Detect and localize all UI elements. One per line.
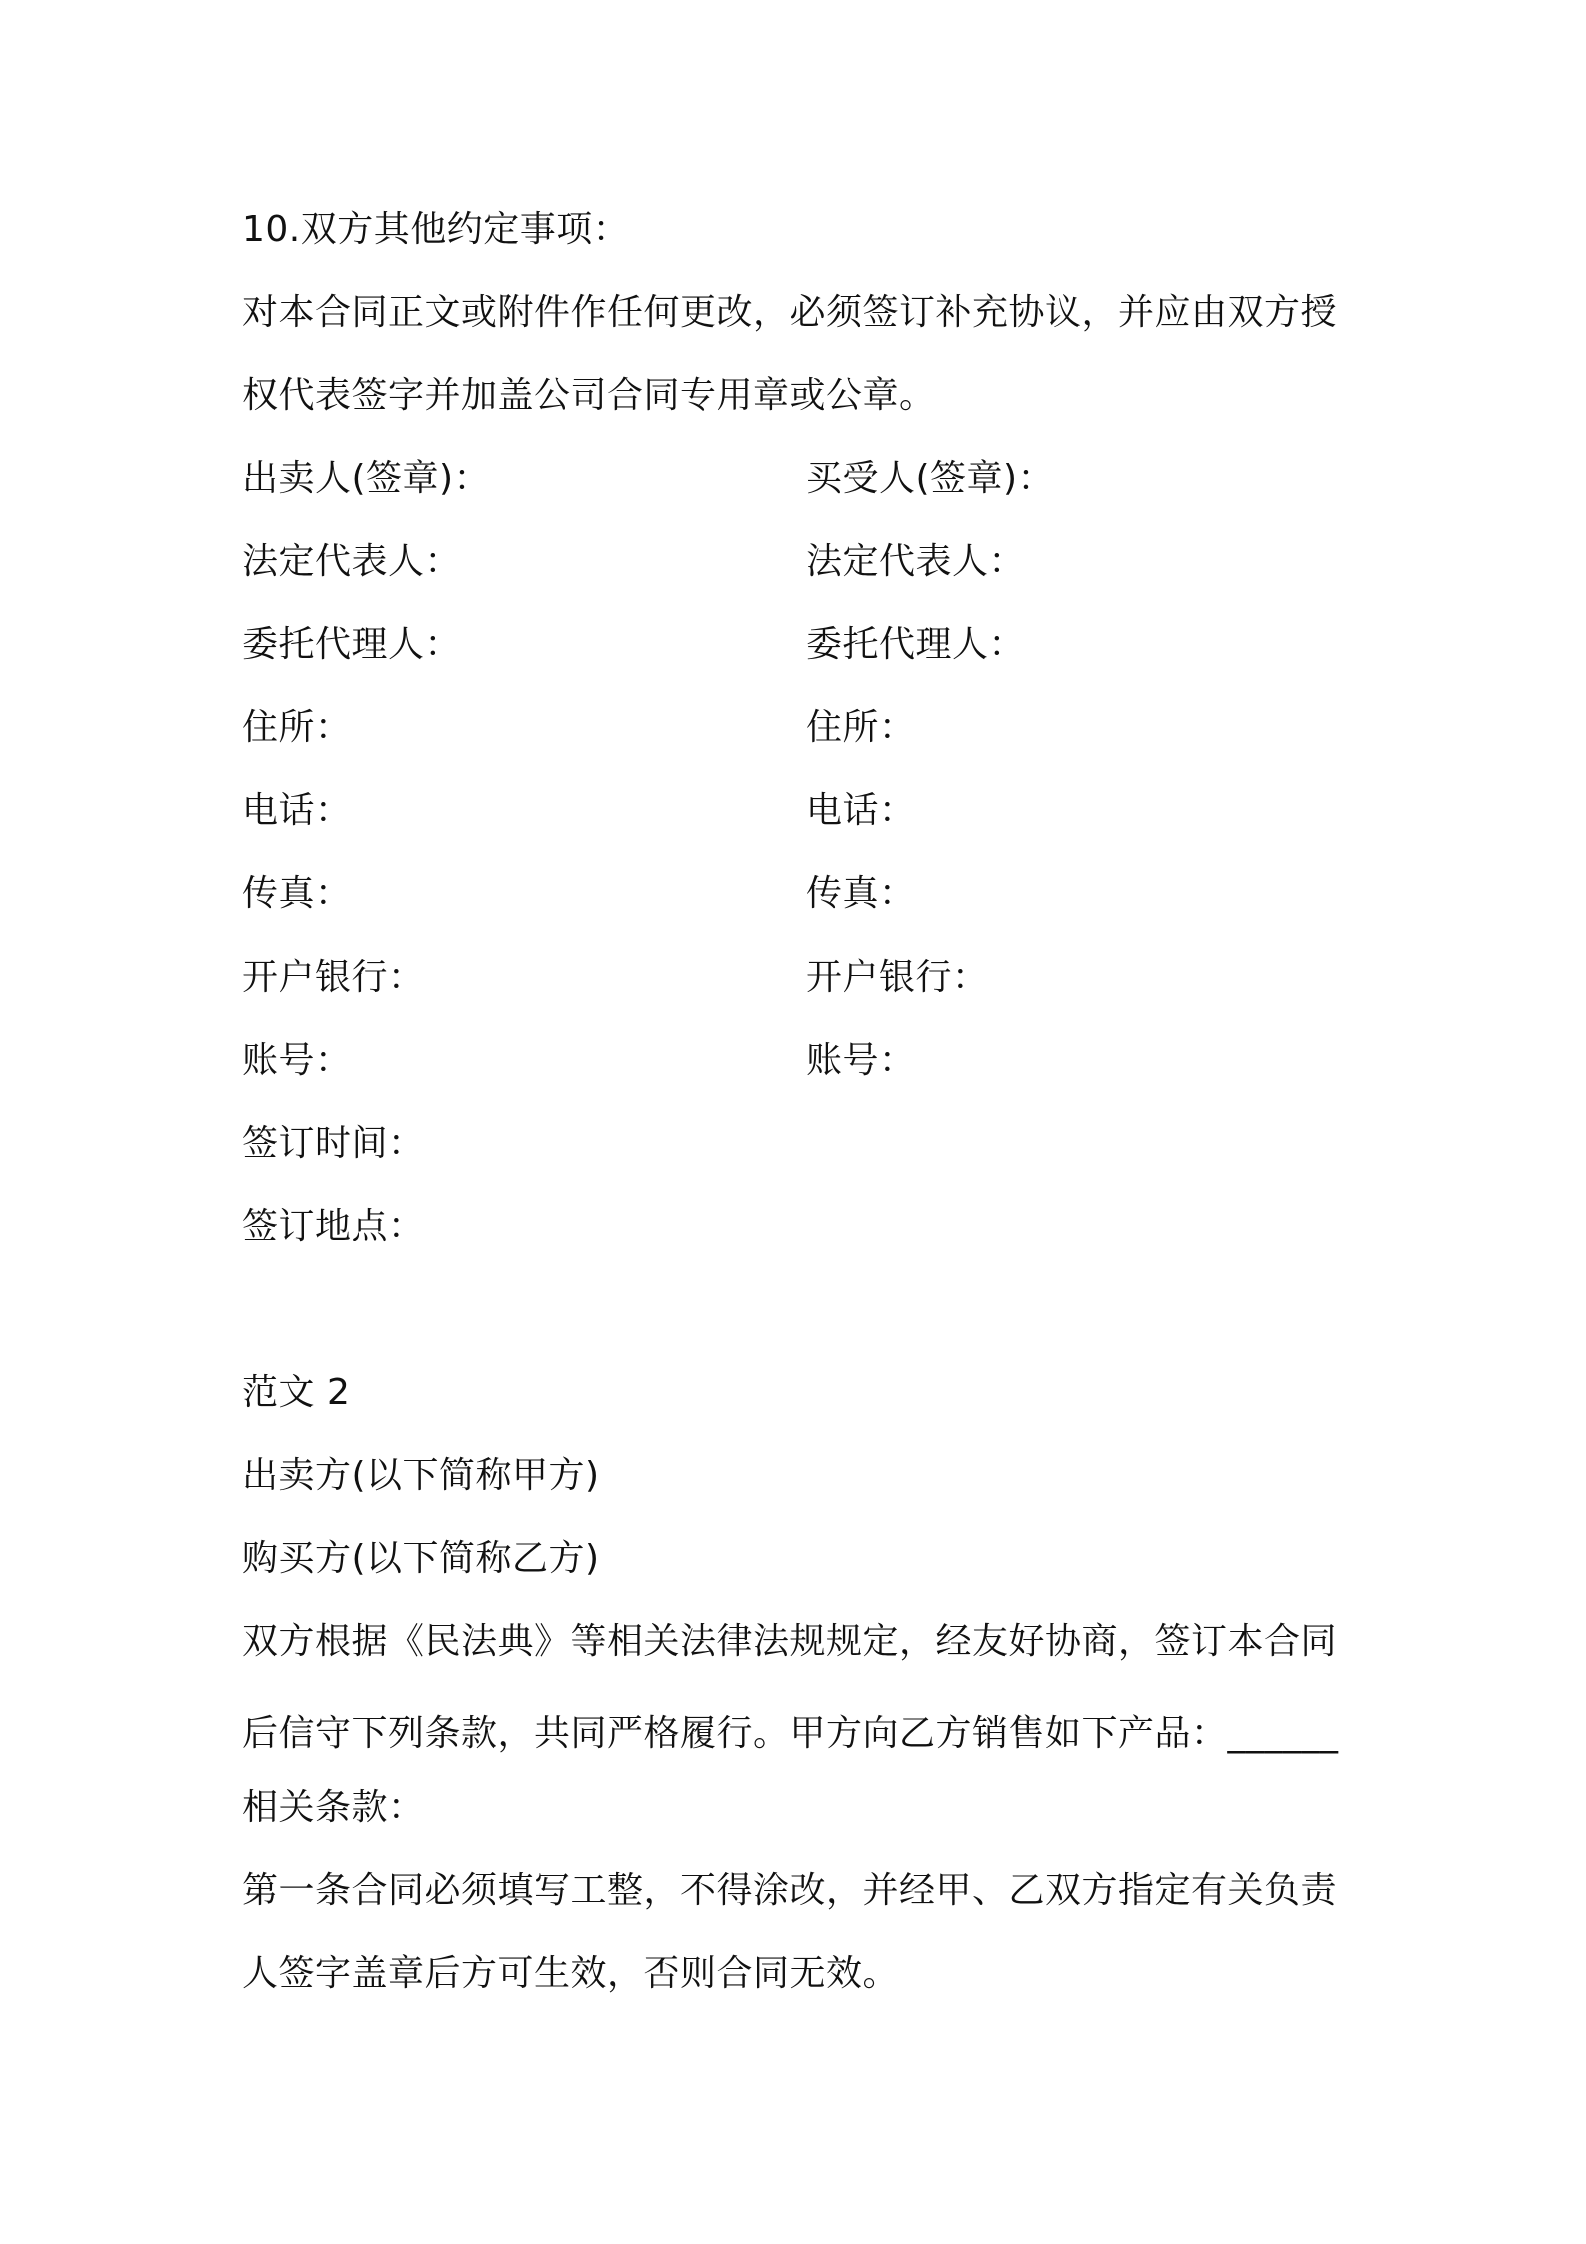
seller-bank-label: 开户银行： [242,957,425,998]
seller-address-label: 住所： [242,707,352,748]
sample2-article1-line2: 人签字盖章后方可生效，否则合同无效。 [242,1953,900,1994]
seller-party-label: 出卖人(签章)： [242,458,491,499]
seller-phone-label: 电话： [242,790,352,831]
sample2-buyer-line: 购买方(以下简称乙方) [242,1538,600,1579]
sample2-article1-line1: 第一条合同必须填写工整，不得涂改，并经甲、乙双方指定有关负责 [242,1870,1338,1911]
sample2-terms-heading: 相关条款： [242,1787,425,1828]
sign-time-label: 签订时间： [242,1123,425,1164]
sign-place-label: 签订地点： [242,1206,425,1247]
sample2-intro-line1: 双方根据《民法典》等相关法律法规规定，经友好协商，签订本合同 [242,1621,1338,1662]
buyer-fax-label: 传真： [806,873,916,914]
buyer-legal-rep-label: 法定代表人： [806,541,1026,582]
seller-account-label: 账号： [242,1040,352,1081]
sample2-intro-line2: 后信守下列条款，共同严格履行。甲方向乙方销售如下产品：______ [242,1713,1339,1754]
sample2-seller-line: 出卖方(以下简称甲方) [242,1455,600,1496]
buyer-agent-label: 委托代理人： [806,624,1026,665]
buyer-account-label: 账号： [806,1040,916,1081]
sample2-title: 范文 2 [242,1372,351,1413]
seller-fax-label: 传真： [242,873,352,914]
buyer-phone-label: 电话： [806,790,916,831]
seller-legal-rep-label: 法定代表人： [242,541,462,582]
clause10-heading: 10.双方其他约定事项： [242,209,630,250]
clause10-paragraph-line1: 对本合同正文或附件作任何更改，必须签订补充协议，并应由双方授 [242,292,1338,333]
seller-agent-label: 委托代理人： [242,624,462,665]
buyer-party-label: 买受人(签章)： [806,458,1055,499]
buyer-address-label: 住所： [806,707,916,748]
clause10-paragraph-line2: 权代表签字并加盖公司合同专用章或公章。 [242,375,936,416]
buyer-bank-label: 开户银行： [806,957,989,998]
